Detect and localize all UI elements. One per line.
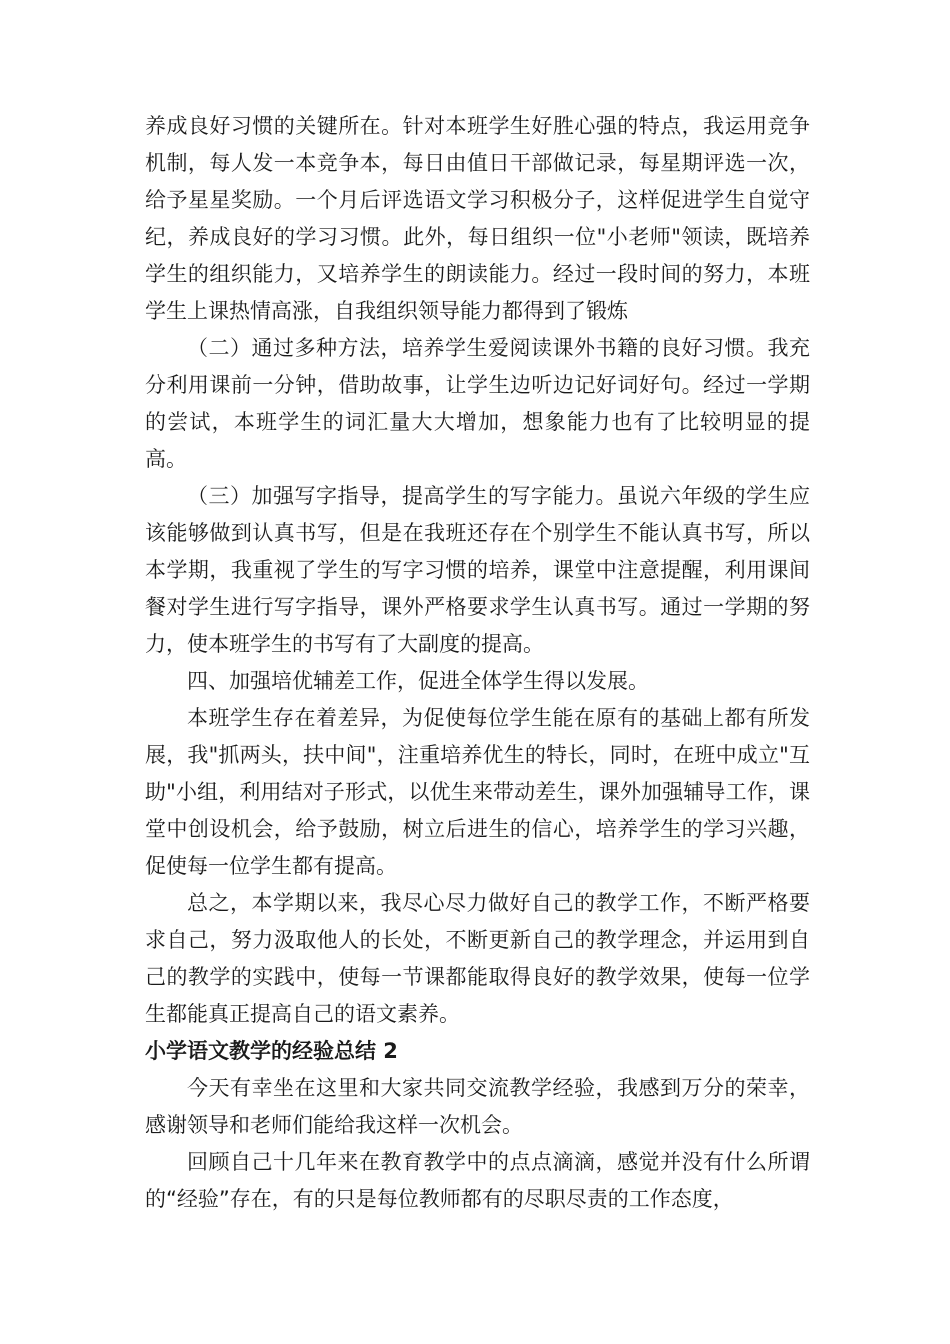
paragraph-greeting: 今天有幸坐在这里和大家共同交流教学经验，我感到万分的荣幸，感谢领导和老师们能给我这样一次机会。 xyxy=(145,1076,810,1137)
paragraph-writing-guidance: （三）加强写字指导，提高学生的写字能力。虽说六年级的学生应该能够做到认真书写，但是在我班还存在个别学生不能认真书写，所以本学期，我重视了学生的写字习惯的培养，课堂中注意提醒，利用课间餐对学生进行写字指导，课外严格要求学生认真书写。通过一学期的努力，使本班学生的书写有了大副度的提高。 xyxy=(145,484,810,656)
paragraph-student-differences: 本班学生存在着差异，为促使每位学生能在原有的基础上都有所发展，我"抓两头，扶中间"，注重培养优生的特长，同时，在班中成立"互助"小组，利用结对子形式，以优生来带动差生，课外加强辅导工作，课堂中创设机会，给予鼓励，树立后进生的信心，培养学生的学习兴趣，促使每一位学生都有提高。 xyxy=(145,706,810,878)
article-heading-2: 小学语文教学的经验总结 2 xyxy=(145,1039,398,1063)
section-heading-four: 四、加强培优辅差工作，促进全体学生得以发展。 xyxy=(187,669,649,693)
paragraph-habits-competition: 养成良好习惯的关键所在。针对本班学生好胜心强的特点，我运用竞争机制，每人发一本竞争本，每日由值日干部做记录，每星期评选一次，给予星星奖励。一个月后评选语文学习积极分子，这样促进学生自觉守纪，养成良好的学习习惯。此外，每日组织一位"小老师"领读，既培养学生的组织能力，又培养学生的朗读能力。经过一段时间的努力，本班学生上课热情高涨，自我组织领导能力都得到了锻炼 xyxy=(145,114,810,323)
document-page xyxy=(145,108,810,1218)
paragraph-reading-habits: （二）通过多种方法，培养学生爱阅读课外书籍的良好习惯。我充分利用课前一分钟，借助故事，让学生边听边记好词好句。经过一学期的尝试，本班学生的词汇量大大增加，想象能力也有了比较明显的提高。 xyxy=(145,336,810,471)
paragraph-reflection: 回顾自己十几年来在教育教学中的点点滴滴，感觉并没有什么所谓的“经验”存在，有的只是每位教师都有的尽职尽责的工作态度， xyxy=(145,1150,810,1211)
paragraph-summary: 总之，本学期以来，我尽心尽力做好自己的教学工作，不断严格要求自己，努力汲取他人的长处，不断更新自己的教学理念，并运用到自己的教学的实践中，使每一节课都能取得良好的教学效果，使每一位学生都能真正提高自己的语文素养。 xyxy=(145,891,810,1026)
